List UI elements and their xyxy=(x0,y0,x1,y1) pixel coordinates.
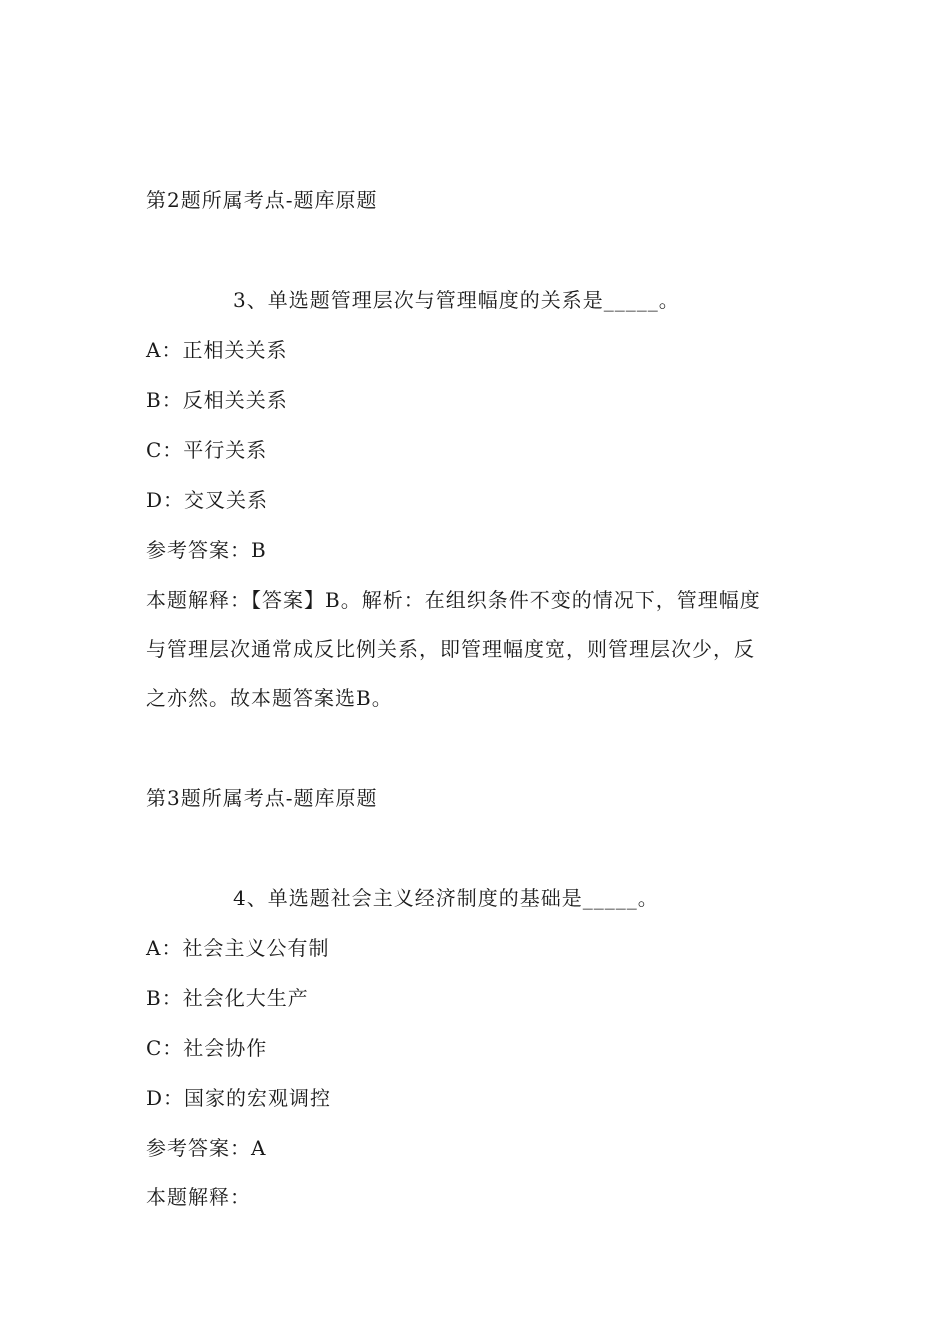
question-4-explanation-label: 本题解释： xyxy=(146,1185,251,1209)
question-4-option-a: A：社会主义公有制 xyxy=(146,936,330,960)
question-3-stem: 3、单选题管理层次与管理幅度的关系是_____。 xyxy=(233,288,680,312)
question-4-option-d: D：国家的宏观调控 xyxy=(146,1086,332,1110)
question-3-explanation-line-3: 之亦然。故本题答案选B。 xyxy=(146,686,393,710)
question-3-option-c: C：平行关系 xyxy=(146,438,268,462)
question-4-answer: 参考答案：A xyxy=(146,1136,267,1160)
question-3-option-b: B：反相关关系 xyxy=(146,388,288,412)
question-4-option-b: B：社会化大生产 xyxy=(146,986,309,1010)
question-4-stem: 4、单选题社会主义经济制度的基础是_____。 xyxy=(233,886,659,910)
section-topic-2: 第2题所属考点-题库原题 xyxy=(146,188,378,212)
question-3-explanation-line-1: 本题解释：【答案】B。解析：在组织条件不变的情况下，管理幅度 xyxy=(146,588,761,612)
question-3-option-a: A：正相关关系 xyxy=(146,338,288,362)
question-3-explanation-line-2: 与管理层次通常成反比例关系，即管理幅度宽，则管理层次少，反 xyxy=(146,637,755,661)
question-3-answer: 参考答案：B xyxy=(146,538,267,562)
section-topic-3: 第3题所属考点-题库原题 xyxy=(146,786,378,810)
question-3-option-d: D：交叉关系 xyxy=(146,488,269,512)
question-4-option-c: C：社会协作 xyxy=(146,1036,268,1060)
